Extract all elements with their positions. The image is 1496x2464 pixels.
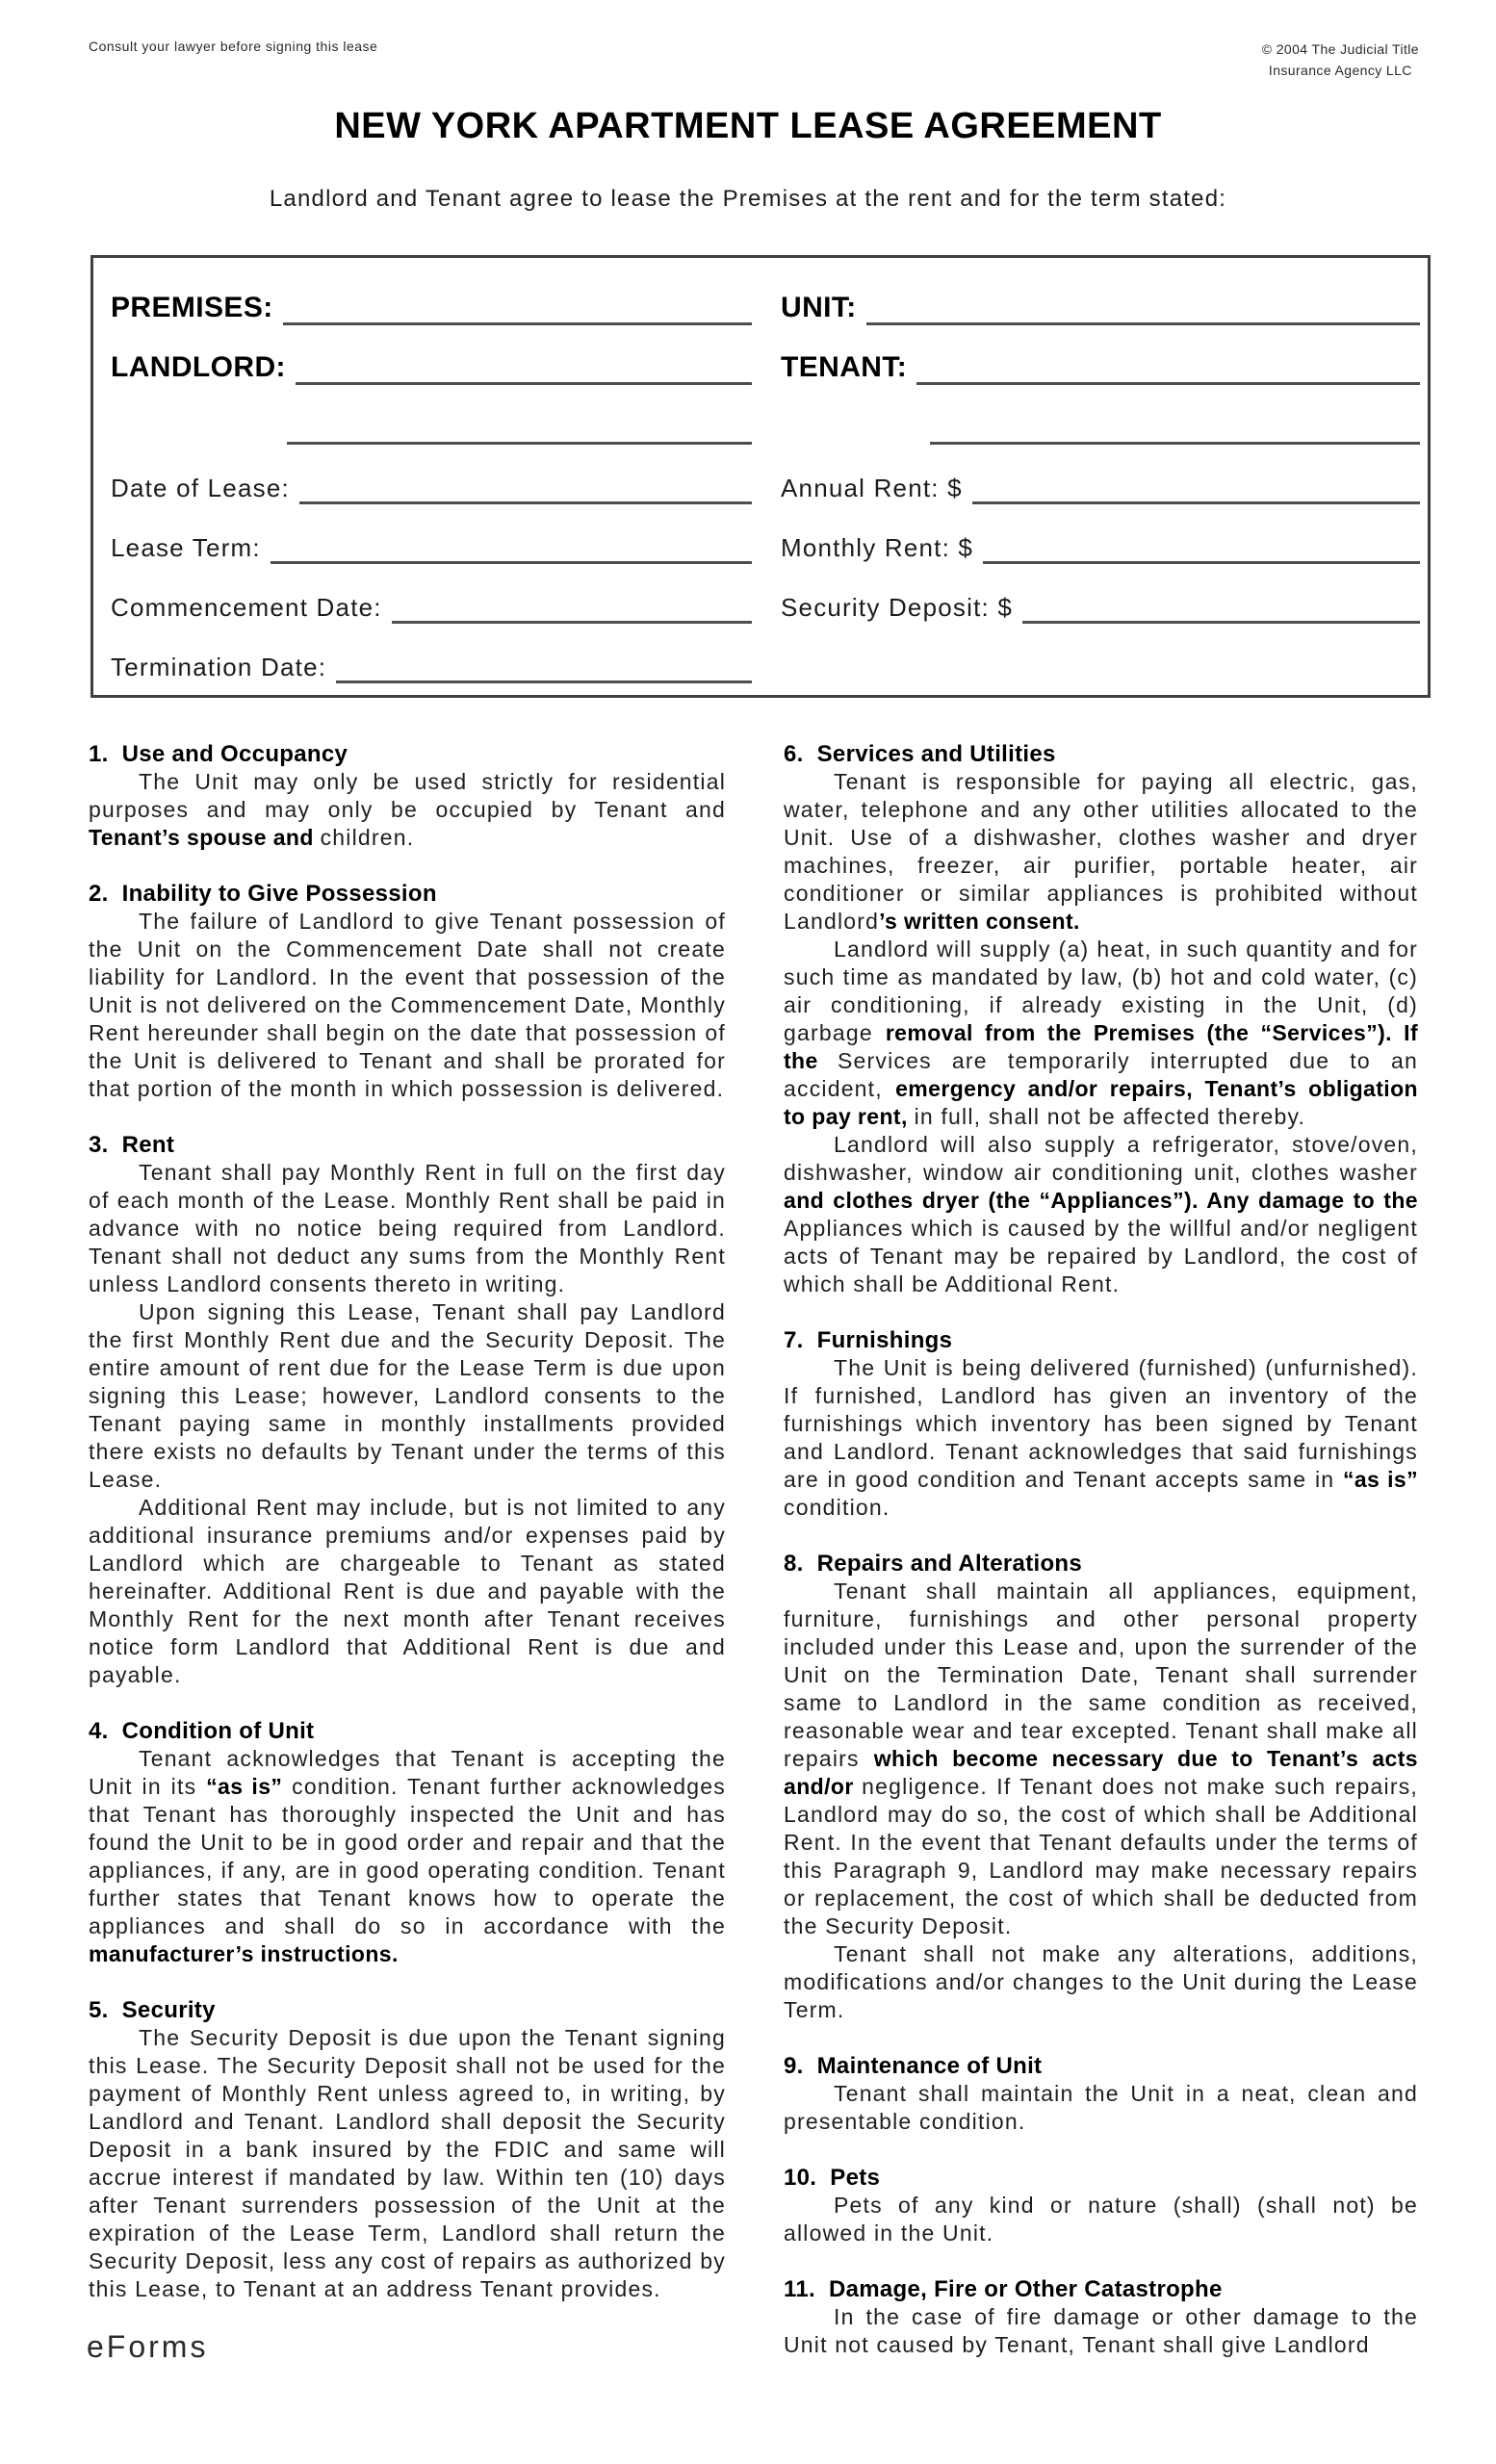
- copyright-line-2: Insurance Agency LLC: [1268, 63, 1412, 78]
- copyright-notice: [1262, 38, 1419, 81]
- section-heading-services-and-utilities: [784, 740, 1418, 768]
- section-heading-condition-of-unit: [89, 1717, 726, 1745]
- page-title: NEW YORK APARTMENT LEASE AGREEMENT: [334, 106, 1162, 146]
- field-label: UNIT:: [781, 292, 857, 323]
- section-heading-inability-to-give-possession: [89, 880, 726, 908]
- text-run: The Unit is being delivered (furnished) (unfurnished). If furnished, Landlord has given an inventory of the furnishings which inventory has been signed by Tenant and Landlord. Tenant acknowledges that said furnishings are in good condition and Tenant accepts same in: [784, 1355, 1418, 1492]
- text-run: The Security Deposit is due upon the Tenant signing this Lease. The Security Deposit shall not be used for the payment of Monthly Rent unless agreed to, in writing, by Landlord and Tenant. Landlord shall deposit the Security Deposit in a bank insured by the FDIC and same will accrue interest if mandated by law. Within ten (10) days after Tenant surrenders possession of the Unit at the expiration of the Lease Term, Landlord shall return the Security Deposit, less any cost of repairs as authorized by this Lease, to Tenant at an address Tenant provides.: [89, 2025, 726, 2301]
- section-title: Condition of Unit: [121, 1718, 315, 1744]
- fill-in-line: [930, 432, 1420, 445]
- section-paragraph: [784, 768, 1418, 936]
- section-paragraph: [784, 1940, 1418, 2024]
- text-run: negligence. If Tenant does not make such repairs, Landlord may do so, the cost of which shall be Additional Rent. In the event that Tenant defaults under the terms of this Paragraph 9, Landlord may make necessary repairs or replacement, the cost of which shall be deducted from the Security Deposit.: [784, 1774, 1418, 1938]
- text-run: in full, shall not be affected thereby.: [914, 1104, 1306, 1129]
- field-row-annual-rent: [781, 445, 1420, 504]
- section-paragraph: [784, 1354, 1418, 1522]
- field-label: Lease Term:: [111, 533, 261, 562]
- section-title: Furnishings: [816, 1327, 953, 1353]
- section-heading-security: [89, 1996, 726, 2024]
- section-number: 3.: [89, 1132, 109, 1158]
- section-paragraph: [89, 908, 726, 1103]
- text-run: Tenant shall not make any alterations, additions, modifications and/or changes to the Unit during the Lease Term.: [784, 1941, 1418, 2022]
- field-row-landlord: [111, 325, 752, 385]
- field-row-date-of-lease: [111, 445, 752, 504]
- text-run: Landlord will supply (a) heat, in such quantity and for such time as mandated by law, (b) hot and cold water, (c) air conditioning, if already existing in the Unit, (d) garbage: [784, 937, 1418, 1045]
- section-heading-maintenance-of-unit: [784, 2052, 1418, 2080]
- fill-in-line: [271, 552, 752, 564]
- bold-text-run: removal from the Premises (the “Services”). If the: [784, 1020, 1418, 1073]
- section-title: Repairs and Alterations: [816, 1551, 1083, 1577]
- section-paragraph: [784, 2303, 1418, 2359]
- text-run: Landlord will also supply a refrigerator, stove/oven, dishwasher, window air conditioning unit, clothes washer: [784, 1132, 1418, 1185]
- intro-line: Landlord and Tenant agree to lease the Premises at the rent and for the term stated:: [269, 186, 1227, 212]
- section-number: 2.: [89, 881, 109, 907]
- bold-text-run: which become necessary due to Tenant’s acts and/or: [784, 1746, 1419, 1799]
- fill-in-line: [866, 313, 1420, 325]
- section-number: 5.: [89, 1997, 109, 2023]
- summary-box-right-column: [781, 266, 1420, 683]
- field-label: Annual Rent: $: [781, 474, 963, 502]
- bold-text-run: “as is”: [1342, 1467, 1418, 1492]
- section-paragraph: [89, 1159, 726, 1298]
- section-paragraph: [784, 936, 1418, 1131]
- bold-text-run: “as is”: [206, 1774, 283, 1799]
- fill-in-line: [1022, 611, 1420, 624]
- text-run: The Unit may only be used strictly for residential purposes and may only be occupied by Tenant and: [89, 769, 726, 822]
- bold-text-run: ’s written consent.: [879, 909, 1080, 934]
- text-run: In the case of fire damage or other damage to the Unit not caused by Tenant, Tenant shall give Landlord: [784, 2304, 1418, 2357]
- section-heading-pets: [784, 2164, 1418, 2192]
- fill-in-line: [296, 372, 752, 385]
- fill-in-line: [283, 313, 752, 325]
- bold-text-run: manufacturer’s instructions.: [89, 1941, 399, 1966]
- body-columns: [89, 740, 1496, 2359]
- section-title: Maintenance of Unit: [816, 2053, 1043, 2079]
- fill-in-line: [916, 372, 1420, 385]
- section-heading-rent: [89, 1131, 726, 1159]
- text-run: Tenant shall pay Monthly Rent in full on the first day of each month of the Lease. Monthly Rent shall be paid in advance with no notice being required from Landlord. Tenant shall not deduct any sums from the Monthly Rent unless Landlord consents thereto in writing.: [89, 1160, 726, 1296]
- section-title: Use and Occupancy: [121, 741, 348, 767]
- field-row-commencement-date: [111, 564, 752, 624]
- field-label: Commencement Date:: [111, 593, 382, 622]
- text-run: condition. Tenant further acknowledges that Tenant has thoroughly inspected the Unit and has found the Unit to be in good order and repair and that the appliances, if any, are in good operating condition. Tenant further states that Tenant knows how to operate the appliances and shall do so in accordance with the: [89, 1774, 726, 1938]
- section-paragraph: [784, 2192, 1418, 2247]
- summary-box-left-column: [111, 266, 752, 683]
- section-number: 1.: [89, 741, 109, 767]
- section-heading-use-and-occupancy: [89, 740, 726, 768]
- text-run: Appliances which is caused by the willful and/or negligent acts of Tenant may be repaired by Landlord, the cost of which shall be Additional Rent.: [784, 1216, 1418, 1296]
- section-paragraph: [784, 1131, 1418, 1298]
- section-title: Rent: [121, 1132, 175, 1158]
- field-label: Date of Lease:: [111, 474, 290, 502]
- field-row-termination-date: [111, 624, 752, 683]
- fill-in-line: [299, 492, 752, 504]
- section-title: Services and Utilities: [816, 741, 1056, 767]
- section-number: 11.: [784, 2276, 815, 2302]
- fill-in-line: [392, 611, 752, 624]
- field-row-name-continuation: [111, 385, 752, 445]
- field-label: PREMISES:: [111, 292, 273, 323]
- text-run: Tenant shall maintain the Unit in a neat, clean and presentable condition.: [784, 2081, 1418, 2134]
- fill-in-line: [983, 552, 1420, 564]
- fill-in-line: [972, 492, 1420, 504]
- section-number: 10.: [784, 2165, 817, 2191]
- bold-text-run: and clothes dryer (the “Appliances”). Any damage to the: [784, 1188, 1418, 1213]
- fill-in-line: [336, 671, 752, 683]
- text-run: Pets of any kind or nature (shall) (shall not) be allowed in the Unit.: [784, 2193, 1418, 2246]
- lease-summary-box: [90, 255, 1431, 698]
- section-paragraph: [89, 1298, 726, 1494]
- bold-text-run: emergency and/or repairs, Tenant’s obligation to pay rent,: [784, 1076, 1418, 1129]
- body-column-right: [784, 740, 1418, 2359]
- section-number: 7.: [784, 1327, 804, 1353]
- text-run: Tenant shall maintain all appliances, equipment, furniture, furnishings and other personal property included under this Lease and, upon the surrender of the Unit on the Termination Date, Tenant shall surrender same to Landlord in the same condition as received, reasonable wear and tear excepted. Tenant shall make all repairs: [784, 1578, 1418, 1771]
- field-row-name-continuation: [781, 385, 1420, 445]
- text-run: Upon signing this Lease, Tenant shall pay Landlord the first Monthly Rent due and the Security Deposit. The entire amount of rent due for the Lease Term is due upon signing this Lease; however, Landlord consents to the Tenant paying same in monthly installments provided there exists no defaults by Tenant under the terms of this Lease.: [89, 1299, 726, 1492]
- field-label: Security Deposit: $: [781, 593, 1014, 622]
- copyright-line-1: © 2004 The Judicial Title: [1261, 41, 1419, 57]
- fill-in-line: [287, 432, 752, 445]
- field-label: Termination Date:: [111, 653, 327, 681]
- section-number: 6.: [784, 741, 804, 767]
- section-number: 4.: [89, 1718, 109, 1744]
- section-paragraph: [89, 1745, 726, 1968]
- field-row-security-deposit: [781, 564, 1420, 624]
- section-number: 9.: [784, 2053, 804, 2079]
- eforms-brand: eForms: [87, 2329, 209, 2364]
- section-title: Damage, Fire or Other Catastrophe: [828, 2276, 1223, 2302]
- document-topbar: [0, 0, 1496, 81]
- bold-text-run: Tenant’s spouse and: [89, 825, 321, 850]
- section-paragraph: [784, 1578, 1418, 1940]
- section-title: Pets: [830, 2165, 881, 2191]
- field-row-lease-term: [111, 504, 752, 564]
- advisory-note: Consult your lawyer before signing this lease: [89, 38, 378, 54]
- section-paragraph: [89, 1494, 726, 1689]
- field-row-unit: [781, 266, 1420, 325]
- section-paragraph: [89, 2024, 726, 2303]
- section-paragraph: [89, 768, 726, 852]
- text-run: Tenant acknowledges that Tenant is accepting the Unit in its: [89, 1746, 726, 1799]
- section-heading-furnishings: [784, 1326, 1418, 1354]
- field-label: TENANT:: [781, 351, 908, 383]
- text-run: condition.: [784, 1495, 890, 1520]
- section-heading-repairs-and-alterations: [784, 1550, 1418, 1578]
- field-row-tenant: [781, 325, 1420, 385]
- field-row-premises: [111, 266, 752, 325]
- field-label: LANDLORD:: [111, 351, 286, 383]
- body-column-left: [89, 740, 726, 2359]
- text-run: Tenant is responsible for paying all electric, gas, water, telephone and any other utilities allocated to the Unit. Use of a dishwasher, clothes washer and dryer machines, freezer, air purifier, portable heater, air conditioner or similar appliances is prohibited without Landlord: [784, 769, 1418, 934]
- section-number: 8.: [784, 1551, 804, 1577]
- section-title: Security: [121, 1997, 216, 2023]
- text-run: Services are temporarily interrupted due to an accident,: [784, 1048, 1418, 1101]
- field-row-monthly-rent: [781, 504, 1420, 564]
- text-run: The failure of Landlord to give Tenant possession of the Unit on the Commencement Date shall not create liability for Landlord. In the event that possession of the Unit is not delivered on the Commencement Date, Monthly Rent hereunder shall begin on the date that possession of the Unit is delivered to Tenant and shall be prorated for that portion of the month in which possession is delivered.: [89, 909, 726, 1101]
- text-run: Additional Rent may include, but is not limited to any additional insurance premiums and/or expenses paid by Landlord which are chargeable to Tenant as stated hereinafter. Additional Rent is due and payable with the Monthly Rent for the next month after Tenant receives notice form Landlord that Additional Rent is due and payable.: [89, 1495, 726, 1687]
- section-title: Inability to Give Possession: [121, 881, 437, 907]
- text-run: children.: [320, 825, 415, 850]
- field-label: Monthly Rent: $: [781, 533, 974, 562]
- section-paragraph: [784, 2080, 1418, 2136]
- section-heading-damage-fire-or-other-catastrophe: [784, 2275, 1418, 2303]
